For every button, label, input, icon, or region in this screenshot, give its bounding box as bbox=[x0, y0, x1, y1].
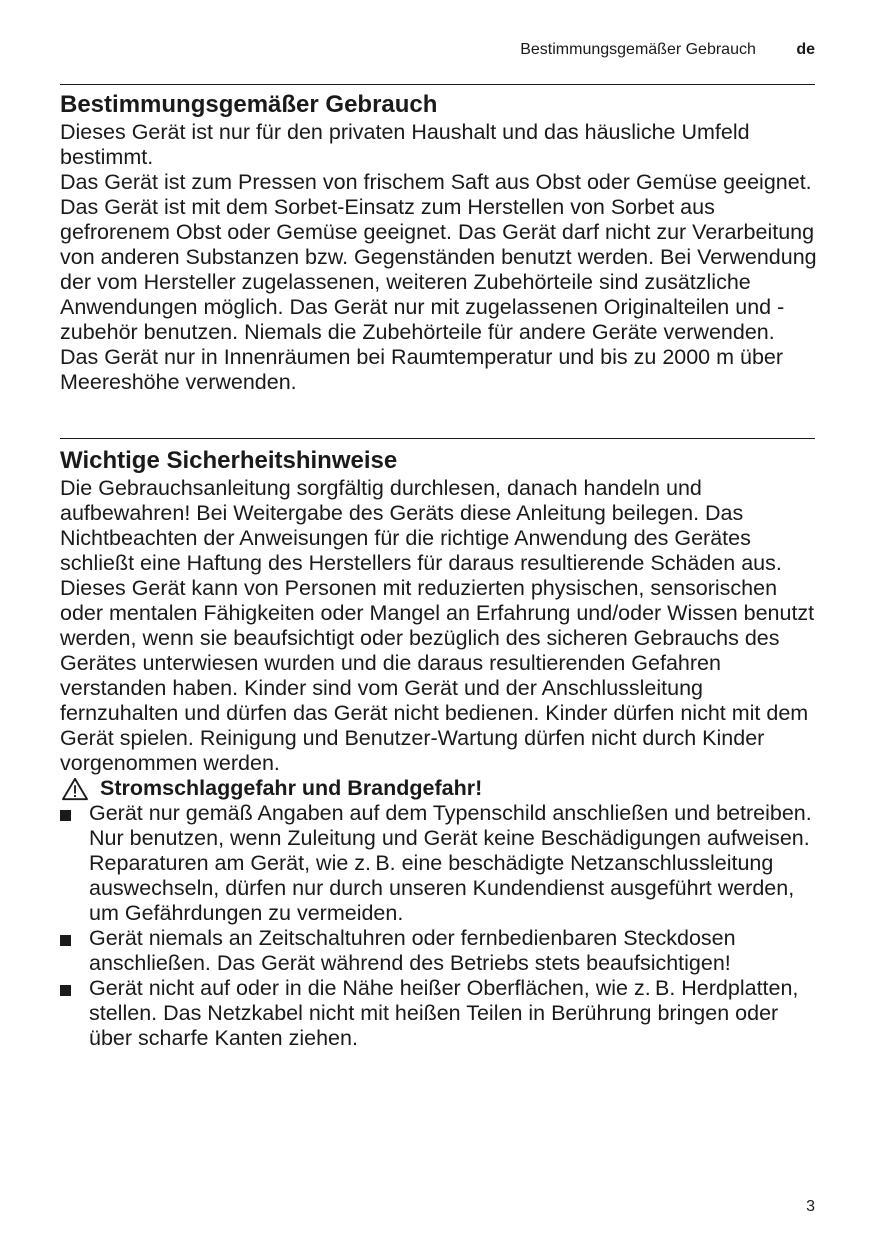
square-bullet-icon bbox=[60, 935, 71, 946]
warning-triangle-icon bbox=[60, 777, 90, 801]
list-item bbox=[60, 976, 820, 1051]
list-item bbox=[60, 801, 820, 926]
section-intended-use bbox=[60, 90, 820, 395]
running-header bbox=[520, 40, 815, 60]
page-number: 3 bbox=[806, 1198, 815, 1215]
section-divider bbox=[60, 438, 815, 439]
warning-title-text: Stromschlaggefahr und Brandgefahr! bbox=[100, 776, 483, 800]
section-safety-notes bbox=[60, 446, 820, 1051]
list-item-text: Gerät niemals an Zeitschaltuhren oder fernbedienbaren Steckdosen anschließen. Das Gerät während des Betriebs stets beaufsichtigen! bbox=[89, 926, 736, 975]
paragraph: Dieses Gerät ist nur für den privaten Haushalt und das häusliche Umfeld bestimmt. bbox=[60, 120, 750, 169]
square-bullet-icon bbox=[60, 810, 71, 821]
warning-list bbox=[60, 801, 820, 1051]
running-header-title: Bestimmungsgemäßer Gebrauch bbox=[520, 41, 756, 58]
language-code: de bbox=[796, 41, 815, 58]
section-heading: Bestimmungsgemäßer Gebrauch bbox=[60, 91, 438, 118]
list-item bbox=[60, 926, 820, 976]
paragraph: Das Gerät ist zum Pressen von frischem Saft aus Obst oder Gemüse geeignet. Das Gerät ist mit dem Sorbet-Einsatz zum Herstellen von Sorbet aus gefrorenem Obst oder Gemüse geeignet. Das Gerät darf nicht zur Verarbeitung von anderen Substanzen bzw. Gegenständen benutzt werden. Bei Verwendung der vom Hersteller zugelassenen, weiteren Zubehörteile sind zusätzliche Anwendungen möglich. Das Gerät nur mit zugelassenen Originalteilen und -zubehör benutzen. Niemals die Zubehörteile für andere Geräte verwenden. bbox=[60, 170, 817, 344]
paragraph: Das Gerät nur in Innenräumen bei Raumtemperatur und bis zu 2000 m über Meereshöhe verwenden. bbox=[60, 345, 784, 394]
warning-heading bbox=[60, 776, 820, 801]
section-heading: Wichtige Sicherheitshinweise bbox=[60, 447, 398, 474]
list-item-text: Gerät nicht auf oder in die Nähe heißer Oberflächen, wie z. B. Herdplatten, stellen. Das Netzkabel nicht mit heißen Teilen in Berührung bringen oder über scharfe Kanten ziehen. bbox=[89, 976, 799, 1050]
paragraph: Dieses Gerät kann von Personen mit reduzierten physischen, sensorischen oder mentalen Fähigkeiten oder Mangel an Erfahrung und/oder Wissen benutzt werden, wenn sie beaufsichtigt oder bezüglich des sicheren Gebrauchs des Gerätes unterwiesen wurden und die daraus resultierenden Gefahren verstanden haben. Kinder sind vom Gerät und der Anschlussleitung fernzuhalten und dürfen das Gerät nicht bedienen. Kinder dürfen nicht mit dem Gerät spielen. Reinigung und Benutzer-Wartung dürfen nicht durch Kinder vorgenommen werden. bbox=[60, 576, 815, 775]
section-divider bbox=[60, 84, 815, 85]
paragraph: Die Gebrauchsanleitung sorgfältig durchlesen, danach handeln und aufbewahren! Bei Weitergabe des Geräts diese Anleitung beilegen. Das Nichtbeachten der Anweisungen für die richtige Anwendung des Gerätes schließt eine Haftung des Herstellers für daraus resultierende Schäden aus. bbox=[60, 476, 782, 575]
square-bullet-icon bbox=[60, 985, 71, 996]
list-item-text: Gerät nur gemäß Angaben auf dem Typenschild anschließen und betreiben. Nur benutzen, wenn Zuleitung und Gerät keine Beschädigungen aufweisen. Reparaturen am Gerät, wie z. B. eine beschädigte Netzanschlussleitung auswechseln, dürfen nur durch unseren Kundendienst ausgeführt werden, um Gefährdungen zu vermeiden. bbox=[89, 801, 812, 925]
